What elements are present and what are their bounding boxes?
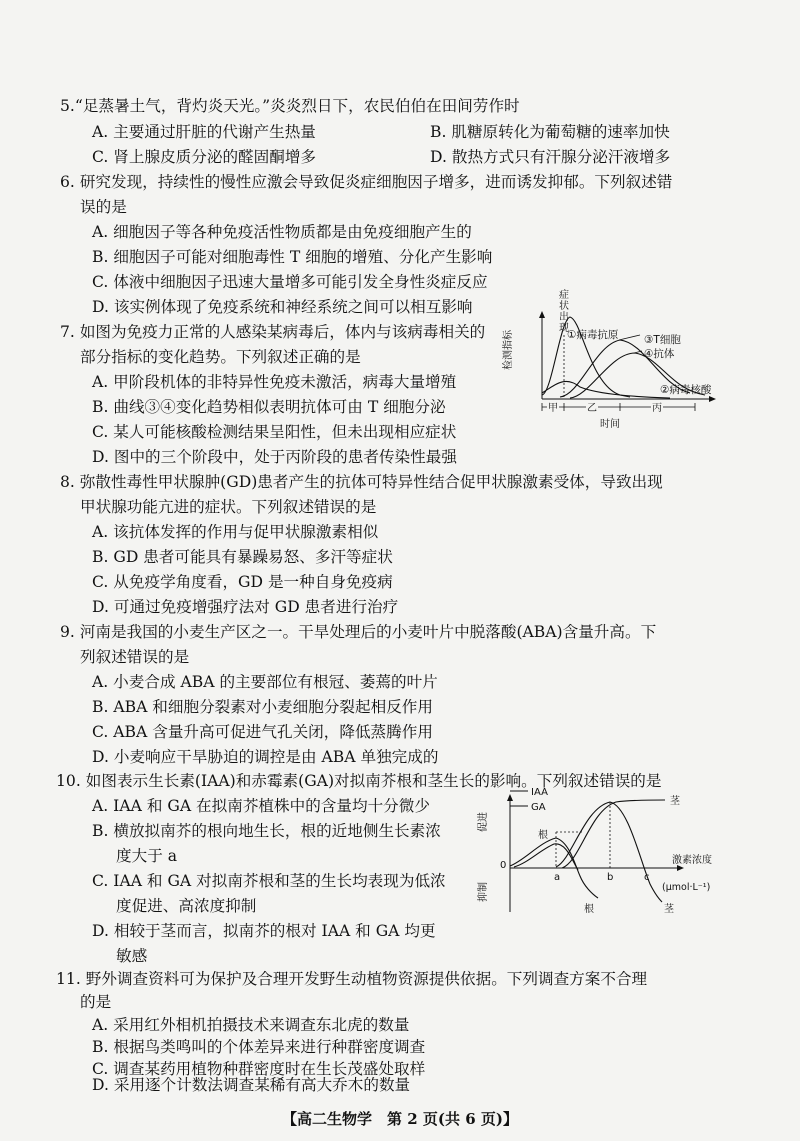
q10-curve-stem-iaa xyxy=(556,802,662,902)
q7-option-a: A. 甲阶段机体的非特异性免疫未激活，病毒大量增殖 xyxy=(92,373,457,391)
q7-ylabel: 检测指标 xyxy=(503,330,514,370)
q10-option-c-line2: 度促进、高浓度抑制 xyxy=(116,897,257,915)
q7-stage-bing: 丙 xyxy=(652,403,662,414)
q11-option-a: A. 采用红外相机拍摄技术来调查东北虎的数量 xyxy=(92,1016,410,1034)
q9-option-d: D. 小麦响应干旱胁迫的调控是由 ABA 单独完成的 xyxy=(92,748,439,766)
q5-stem: 5.“足蒸暑土气，背灼炎天光。”炎炎烈日下，农民伯伯在田间劳作时 xyxy=(60,97,520,115)
q10-option-d-line1: D. 相较于茎而言，拟南芥的根对 IAA 和 GA 均更 xyxy=(92,922,436,940)
q7-stage-yi: 乙 xyxy=(587,403,597,414)
q6-option-c: C. 体液中细胞因子迅速大量增多可能引发全身性炎症反应 xyxy=(92,273,488,291)
q10-legend-iaa: IAA xyxy=(531,787,548,798)
q7-stem-line2: 部分指标的变化趋势。下列叙述正确的是 xyxy=(80,348,361,366)
q10-curve-root-ga xyxy=(514,844,578,870)
q10-curve-stem-ga xyxy=(562,800,665,868)
q10-label-stem-bottom: 茎 xyxy=(664,904,674,915)
q7-symptom-char3: 出 xyxy=(559,312,569,323)
q10-option-c-line1: C. IAA 和 GA 对拟南芥根和茎的生长均表现为低浓 xyxy=(92,872,446,890)
q7-curve-nucleic-acid xyxy=(542,381,670,398)
q7-option-b: B. 曲线③④变化趋势相似表明抗体可由 T 细胞分泌 xyxy=(92,398,446,416)
q10-label-root-top: 根 xyxy=(538,830,548,841)
q9-stem-line1: 9. 河南是我国的小麦生产区之一。干旱处理后的小麦叶片中脱落酸(ABA)含量升高。下 xyxy=(60,623,657,641)
q9-option-b: B. ABA 和细胞分裂素对小麦细胞分裂起相反作用 xyxy=(92,698,433,716)
q8-option-a: A. 该抗体发挥的作用与促甲状腺激素相似 xyxy=(92,523,379,541)
q7-figure xyxy=(503,285,725,445)
q10-zero: 0 xyxy=(500,860,507,871)
q10-y-arrow xyxy=(507,794,513,801)
q10-option-a: A. IAA 和 GA 在拟南芥植株中的含量均十分微少 xyxy=(92,797,430,815)
q7-stage-jia: 甲 xyxy=(548,403,558,414)
q10-legend-ga: GA xyxy=(531,802,546,813)
q7-option-c: C. 某人可能核酸检测结果呈阳性，但未出现相应症状 xyxy=(92,423,457,441)
q10-tick-a: a xyxy=(554,872,561,883)
q10-y-promote: 促进 xyxy=(478,812,489,832)
q7-label-antigen: ①病毒抗原 xyxy=(567,329,619,341)
q10-tick-b: b xyxy=(607,872,614,883)
q7-label-nucleic-acid: ②病毒核酸 xyxy=(660,384,712,396)
q11-stem-line1: 11. 野外调查资料可为保护及合理开发野生动植物资源提供依据。下列调查方案不合理 xyxy=(56,970,648,988)
q10-option-b-line1: B. 横放拟南芥的根向地生长，根的近地侧生长素浓 xyxy=(92,822,441,840)
q11-option-d: D. 采用逐个计数法调查某稀有高大乔木的数量 xyxy=(92,1076,411,1094)
q8-option-c: C. 从免疫学角度看，GD 是一种自身免疫病 xyxy=(92,573,393,591)
q7-x-arrow xyxy=(709,396,716,402)
q8-stem-line1: 8. 弥散性毒性甲状腺肿(GD)患者产生的抗体可特异性结合促甲状腺激素受体，导致出现 xyxy=(60,473,663,491)
q7-symptom-char4: 现 xyxy=(559,323,569,334)
q10-label-stem-top: 茎 xyxy=(670,796,680,807)
q10-tick-c: c xyxy=(644,872,650,883)
q10-stem: 10. 如图表示生长素(IAA)和赤霉素(GA)对拟南芥根和茎生长的影响。下列叙述错误的是 xyxy=(56,772,662,790)
q5-option-a: A. 主要通过肝脏的代谢产生热量 xyxy=(92,123,316,141)
q8-option-d: D. 可通过免疫增强疗法对 GD 患者进行治疗 xyxy=(92,598,399,616)
q6-option-d: D. 该实例体现了免疫系统和神经系统之间可以相互影响 xyxy=(92,298,473,316)
q7-label-antibody: ④抗体 xyxy=(644,348,675,360)
q10-xlabel-line2: (μmol·L⁻¹) xyxy=(662,882,711,893)
q6-option-b: B. 细胞因子可能对细胞毒性 T 细胞的增殖、分化产生影响 xyxy=(92,248,493,266)
q9-stem-line2: 列叙述错误的是 xyxy=(80,648,190,666)
q6-option-a: A. 细胞因子等各种免疫活性物质都是由免疫细胞产生的 xyxy=(92,223,472,241)
q5-option-c: C. 肾上腺皮质分泌的醛固酮增多 xyxy=(92,148,317,166)
q6-stem-line2: 误的是 xyxy=(80,198,127,216)
page-footer: 【高二生物学 第 2 页(共 6 页)】 xyxy=(282,1110,518,1128)
q8-stem-line2: 甲状腺功能亢进的症状。下列叙述错误的是 xyxy=(80,498,377,516)
q7-symptom-char2: 状 xyxy=(559,301,569,312)
q10-xlabel-line1: 激素浓度 xyxy=(672,855,712,866)
q7-y-arrow xyxy=(539,311,545,318)
q10-option-d-line2: 敏感 xyxy=(116,947,148,965)
q7-label-t-cell: ③T细胞 xyxy=(644,334,681,346)
q7-symptom-char1: 症 xyxy=(559,290,569,301)
q7-leader-t-cell xyxy=(619,335,640,340)
q11-option-b: B. 根据鸟类鸣叫的个体差异来进行种群密度调查 xyxy=(92,1038,426,1056)
q9-option-a: A. 小麦合成 ABA 的主要部位有根冠、萎蔫的叶片 xyxy=(92,673,438,691)
q8-option-b: B. GD 患者可能具有暴躁易怒、多汗等症状 xyxy=(92,548,393,566)
q10-label-root-bottom: 根 xyxy=(584,904,594,915)
q10-figure xyxy=(480,780,730,920)
q7-option-d: D. 图中的三个阶段中，处于丙阶段的患者传染性最强 xyxy=(92,448,457,466)
q11-option-c: C. 调查某药用植物种群密度时在生长茂盛处取样 xyxy=(92,1060,426,1078)
q7-xlabel: 时间 xyxy=(600,419,620,430)
q10-y-inhibit: 抑制 xyxy=(478,882,489,902)
q10-option-b-line2: 度大于 a xyxy=(116,847,178,865)
q9-option-c: C. ABA 含量升高可促进气孔关闭，降低蒸腾作用 xyxy=(92,723,433,741)
q5-option-d: D. 散热方式只有汗腺分泌汗液增多 xyxy=(430,148,671,166)
q7-stem-line1: 7. 如图为免疫力正常的人感染某病毒后，体内与该病毒相关的 xyxy=(60,323,486,341)
q6-stem-line1: 6. 研究发现，持续性的慢性应激会导致促炎症细胞因子增多，进而诱发抑郁。下列叙述错 xyxy=(60,173,673,191)
q5-option-b: B. 肌糖原转化为葡萄糖的速率加快 xyxy=(430,123,670,141)
q11-stem-line2: 的是 xyxy=(80,993,112,1011)
